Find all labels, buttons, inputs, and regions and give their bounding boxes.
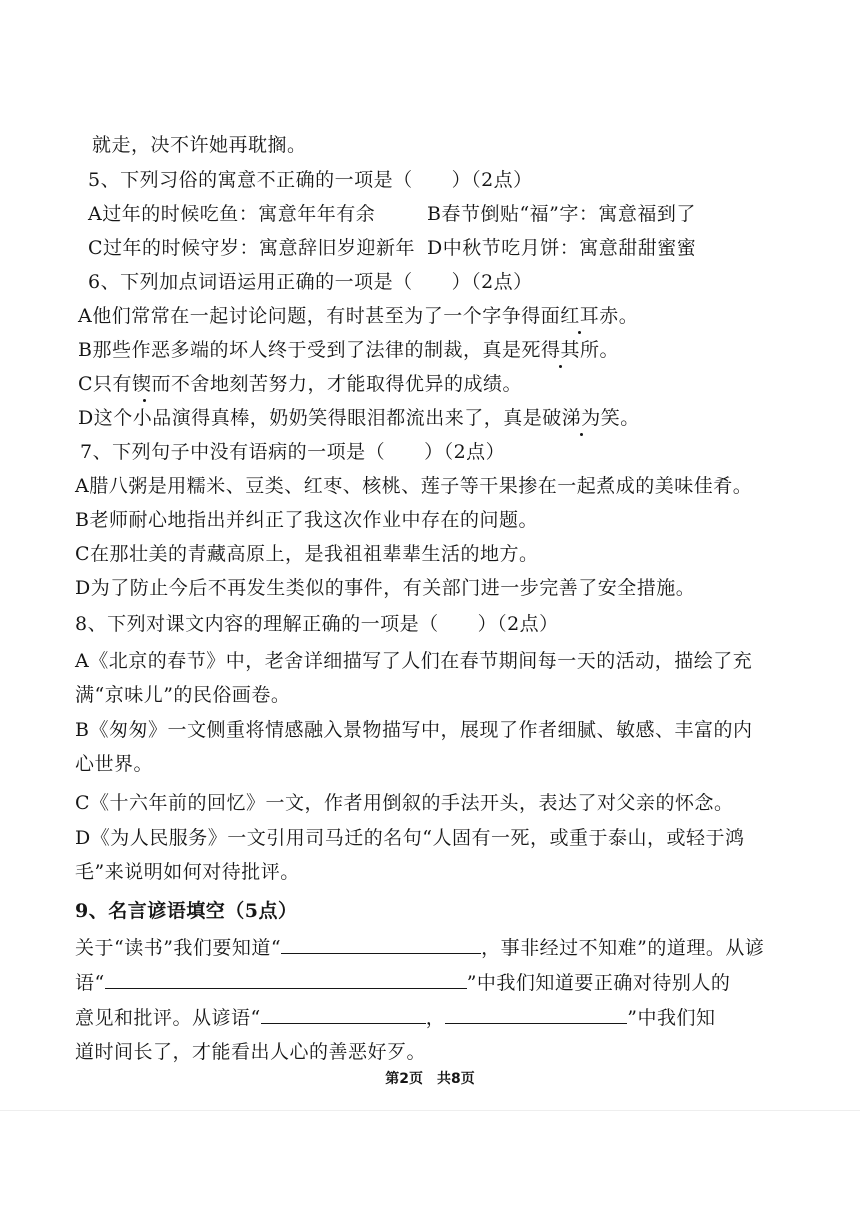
- fill-blank[interactable]: [105, 970, 467, 989]
- text-line: 就走，决不许她再耽搁。: [92, 134, 307, 156]
- q9-line-4: 道时间长了，才能看出人心的善恶好歹。: [75, 1041, 427, 1063]
- q5-option-b: B春节倒贴“福”字：寓意福到了: [427, 203, 696, 225]
- question-6-stem: 6、下列加点词语运用正确的一项是（ ）（2点）: [88, 271, 533, 293]
- q9-line-2: 语“ ”中我们知道要正确对待别人的: [75, 972, 731, 994]
- q5-option-c: C过年的时候守岁：寓意辞旧岁迎新年: [88, 237, 416, 259]
- q7-option-c: C在那壮美的青藏高原上，是我祖祖辈辈生活的地方。: [75, 543, 539, 565]
- dotted-word: 面红耳赤: [540, 305, 619, 327]
- q5-option-d: D中秋节吃月饼：寓意甜甜蜜蜜: [427, 237, 697, 259]
- dotted-word: C只有锲而不舍: [78, 373, 211, 395]
- q6-option-a: A他们常常在一起讨论问题，有时甚至为了一个字争得面红耳赤。: [78, 305, 639, 327]
- q8-option-a: A《北京的春节》中，老舍详细描写了人们在春节期间每一天的活动，描绘了充: [75, 650, 753, 672]
- page-number: 第2页 共8页: [385, 1071, 475, 1087]
- fill-blank[interactable]: [445, 1005, 627, 1024]
- question-7-stem: 7、下列句子中没有语病的一项是（ ）（2点）: [80, 441, 506, 463]
- q6-option-b: B那些作恶多端的坏人终于受到了法律的制裁，真是死得其所。: [78, 339, 619, 361]
- q7-option-a: A腊八粥是用糯米、豆类、红枣、核桃、莲子等干果掺在一起煮成的美味佳肴。: [75, 475, 753, 497]
- fill-blank[interactable]: [281, 935, 481, 954]
- q8-option-c: C《十六年前的回忆》一文，作者用倒叙的手法开头，表达了对父亲的怀念。: [75, 792, 734, 814]
- q8-option-d: D《为人民服务》一文引用司马迁的名句“人固有一死，或重于泰山，或轻于鸿: [75, 827, 745, 849]
- q6-option-d: D这个小品演得真棒，奶奶笑得眼泪都流出来了，真是破涕为笑。: [78, 407, 640, 429]
- question-5-stem: 5、下列习俗的寓意不正确的一项是（ ）（2点）: [88, 169, 533, 191]
- dotted-word: 破涕为笑: [542, 407, 621, 429]
- q8-option-a-cont: 满“京味儿”的民俗画卷。: [75, 684, 291, 706]
- question-8-stem: 8、下列对课文内容的理解正确的一项是（ ）（2点）: [75, 613, 559, 635]
- dotted-word: 死得其所: [521, 339, 600, 361]
- q9-line-3: 意见和批评。从谚语“ ， ”中我们知: [75, 1007, 716, 1029]
- question-9-stem: 9、名言谚语填空（5点）: [75, 900, 298, 922]
- page-edge: [0, 1110, 860, 1111]
- q8-option-d-cont: 毛”来说明如何对待批评。: [75, 861, 300, 883]
- q9-line-1: 关于“读书”我们要知道“ ，事非经过不知难”的道理。从谚: [75, 937, 765, 959]
- q6-option-c: C只有锲而不舍地刻苦努力，才能取得优异的成绩。: [78, 373, 523, 395]
- q8-option-b-cont: 心世界。: [75, 753, 154, 775]
- q7-option-b: B老师耐心地指出并纠正了我这次作业中存在的问题。: [75, 509, 538, 531]
- q7-option-d: D为了防止今后不再发生类似的事件，有关部门进一步完善了安全措施。: [75, 577, 696, 599]
- q8-option-b: B《匆匆》一文侧重将情感融入景物描写中，展现了作者细腻、敏感、丰富的内: [75, 719, 753, 741]
- fill-blank[interactable]: [261, 1005, 426, 1024]
- q5-option-a: A过年的时候吃鱼：寓意年年有余: [88, 203, 376, 225]
